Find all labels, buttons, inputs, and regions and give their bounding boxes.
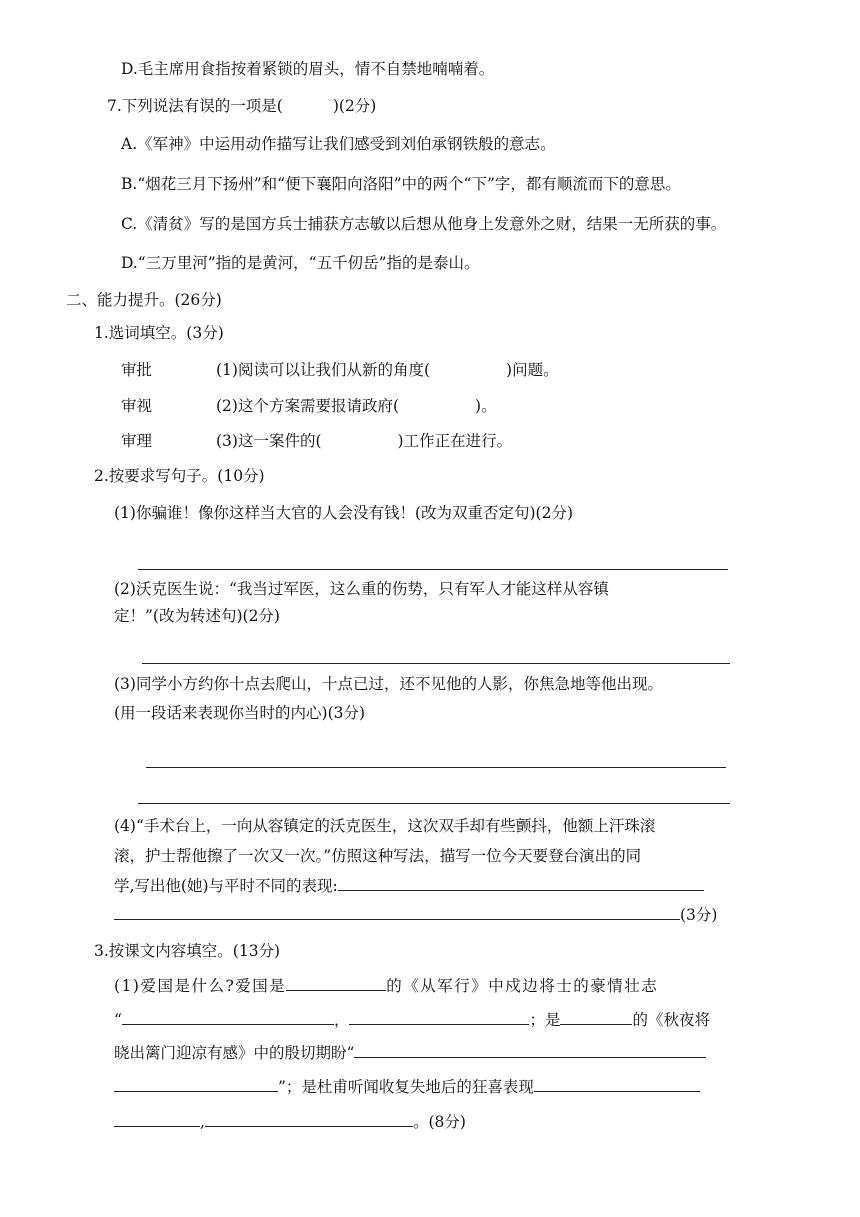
- q2-s3-answer-line-2[interactable]: [138, 803, 730, 804]
- q1-row-3-post: )工作正在进行。: [397, 432, 513, 450]
- q2-stem: 2.按要求写句子。(10分): [94, 467, 265, 485]
- q2-s3-answer-line-1[interactable]: [146, 767, 726, 768]
- q3-line-1: [114, 974, 658, 997]
- q7-option-c: C.《清贫》写的是国方兵士捕获方志敏以后想从他身上发意外之财，结果一无所获的事。: [121, 215, 727, 233]
- q3-l5-b: 。(8分): [412, 1113, 466, 1131]
- q3-l5-a: ,: [200, 1113, 205, 1131]
- q3-blank-verse-3[interactable]: [354, 1041, 706, 1058]
- q2-s4-answer-blank-1[interactable]: [338, 874, 704, 891]
- q2-s4-answer-blank-2[interactable]: [114, 903, 680, 920]
- q2-s2-line1: (2)沃克医生说：“我当过军医，这么重的伤势，只有军人才能这样从容镇: [114, 580, 609, 598]
- q3-line-5: [114, 1110, 466, 1133]
- q2-s4-line1: (4)“手术台上，一向从容镇定的沃克医生，这次双手却有些颤抖，他额上汗珠滚: [114, 817, 656, 835]
- q3-blank-verse-7[interactable]: [205, 1110, 413, 1127]
- q1-row-2-pre: (2)这个方案需要报请政府(: [216, 397, 400, 415]
- q2-s1: (1)你骗谁！像你这样当大官的人会没有钱！(改为双重否定句)(2分): [114, 504, 574, 522]
- q3-l2-a: “: [114, 1011, 122, 1029]
- q7-stem: [107, 95, 376, 117]
- q1-row-1-post: )问题。: [506, 361, 559, 379]
- q3-l2-d: 的《秋夜将: [632, 1011, 710, 1029]
- q3-blank-verse-6[interactable]: [114, 1110, 200, 1127]
- q1-row-1: [121, 359, 559, 381]
- q2-s4-line2: 滚，护士帮他擦了一次又一次。”仿照这种写法，描写一位今天要登台演出的同: [114, 847, 642, 865]
- q1-word-3: 审理: [121, 432, 153, 450]
- q2-s2-answer-line[interactable]: [142, 663, 730, 664]
- q2-s4-line3: [114, 874, 704, 897]
- q3-stem: 3.按课文内容填空。(13分): [94, 942, 281, 960]
- q2-s4-line4: [114, 903, 717, 926]
- q7-stem-post: )(2分): [332, 97, 377, 115]
- q7-stem-pre: 7.下列说法有误的一项是(: [107, 97, 283, 115]
- q2-s2-line2: 定！”(改为转述句)(2分): [114, 607, 280, 625]
- q1-row-3-pre: (3)这一案件的(: [216, 432, 322, 450]
- q3-blank-verse-1[interactable]: [122, 1008, 334, 1025]
- q3-blank-author-1[interactable]: [286, 974, 386, 991]
- q1-row-2-post: )。: [475, 397, 497, 415]
- q1-row-3: [121, 430, 512, 452]
- q3-l2-c: ；是: [529, 1011, 561, 1029]
- section2-title: 二、能力提升。(26分): [66, 291, 222, 309]
- q3-l4-a: ”；是杜甫听闻收复失地后的狂喜表现: [278, 1078, 534, 1096]
- q2-s1-answer-line[interactable]: [138, 569, 728, 570]
- q3-line-2: [114, 1008, 710, 1031]
- q3-l1-a: (1)爱国是什么?爱国是: [114, 977, 287, 995]
- q6-option-d: D.毛主席用食指按着紧锁的眉头，情不自禁地喃喃着。: [121, 60, 495, 78]
- q3-line-4: [114, 1075, 700, 1098]
- q2-s3-line1: (3)同学小方约你十点去爬山，十点已过，还不见他的人影，你焦急地等他出现。: [114, 675, 663, 693]
- q3-blank-author-2[interactable]: [560, 1008, 632, 1025]
- q7-option-a: A.《军神》中运用动作描写让我们感受到刘伯承钢铁般的意志。: [121, 135, 556, 153]
- q3-l2-b: ，: [333, 1011, 350, 1029]
- q3-blank-verse-5[interactable]: [534, 1075, 700, 1092]
- q3-l1-b: 的《从军行》中戍边将士的豪情壮志: [386, 977, 659, 995]
- q3-l3-a: 晓出篱门迎凉有感》中的殷切期盼“: [114, 1044, 355, 1062]
- q1-word-2: 审视: [121, 397, 153, 415]
- q1-row-1-pre: (1)阅读可以让我们从新的角度(: [216, 361, 431, 379]
- q3-line-3: [114, 1041, 706, 1064]
- q1-row-2: [121, 395, 497, 417]
- q2-s4-score: (3分): [680, 906, 718, 924]
- q2-s3-line2: (用一段话来表现你当时的内心)(3分): [114, 704, 366, 722]
- q1-word-1: 审批: [121, 361, 153, 379]
- q2-s4-line3-text: 学,写出他(她)与平时不同的表现:: [114, 877, 338, 895]
- q7-option-d: D.“三万里河”指的是黄河，“五千仞岳”指的是泰山。: [121, 254, 480, 272]
- q3-blank-verse-2[interactable]: [349, 1008, 529, 1025]
- q3-blank-verse-4[interactable]: [114, 1075, 278, 1092]
- q1-stem: 1.选词填空。(3分): [94, 324, 224, 342]
- q7-option-b: B.“烟花三月下扬州”和“便下襄阳向洛阳”中的两个“下”字，都有顺流而下的意思。: [121, 175, 681, 193]
